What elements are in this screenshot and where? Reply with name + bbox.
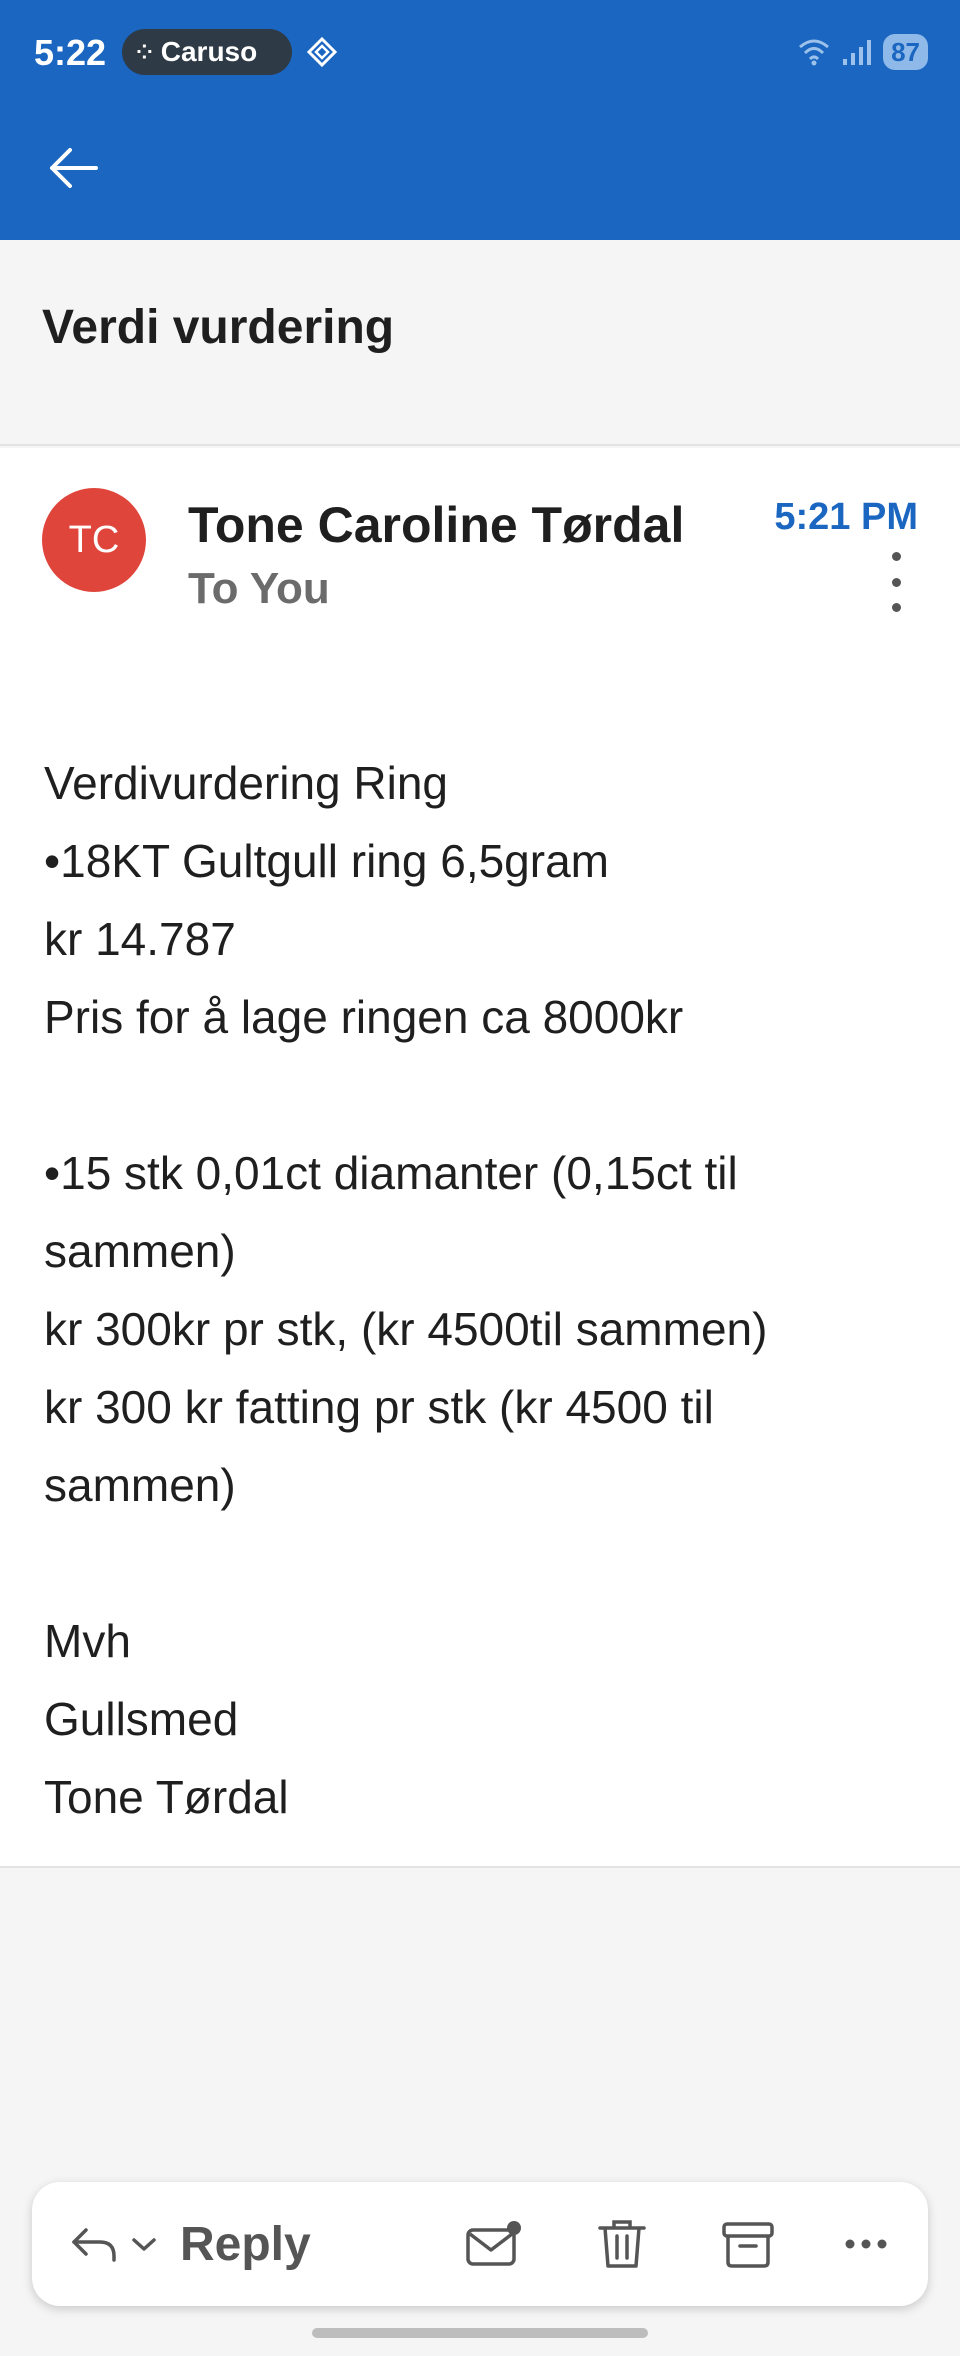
- sender-name[interactable]: Tone Caroline Tørdal: [188, 497, 685, 553]
- body-line: •15 stk 0,01ct diamanter (0,15ct til: [44, 1147, 738, 1199]
- recipient-label[interactable]: To You: [188, 564, 330, 613]
- reply-icon: [68, 2222, 120, 2266]
- body-line: kr 300kr pr stk, (kr 4500til sammen): [44, 1303, 768, 1355]
- body-line: Tone Tørdal: [44, 1771, 289, 1823]
- signal-icon: [841, 37, 873, 67]
- more-horizontal-icon: [842, 2236, 890, 2252]
- action-bar: [32, 2182, 928, 2306]
- chevron-down-icon[interactable]: [130, 2234, 158, 2254]
- reply-label: Reply: [180, 2217, 311, 2271]
- body-line: kr 300 kr fatting pr stk (kr 4500 til: [44, 1381, 714, 1433]
- sender-avatar[interactable]: TC: [42, 488, 146, 592]
- body-line: Verdivurdering Ring: [44, 757, 449, 809]
- body-line: [44, 1056, 924, 1134]
- message-body: [44, 744, 924, 1836]
- body-line: [44, 1524, 924, 1602]
- body-line: kr 14.787: [44, 913, 236, 965]
- tidal-icon: ⁘: [136, 41, 153, 64]
- archive-button[interactable]: [716, 2212, 780, 2276]
- mark-unread-button[interactable]: [462, 2212, 526, 2276]
- reply-button[interactable]: [68, 2182, 311, 2306]
- status-time: 5:22: [34, 32, 107, 73]
- trash-icon: [596, 2216, 648, 2272]
- delete-button[interactable]: [590, 2212, 654, 2276]
- email-message: [0, 448, 960, 1868]
- email-subject: Verdi vurdering: [42, 301, 395, 354]
- more-actions-button[interactable]: [834, 2212, 898, 2276]
- body-line: •18KT Gultgull ring 6,5gram: [44, 835, 609, 887]
- body-line: sammen): [44, 1225, 236, 1277]
- status-bar: [0, 0, 960, 104]
- now-playing-pill[interactable]: [122, 29, 292, 75]
- back-button[interactable]: [36, 130, 112, 206]
- body-line: Pris for å lage ringen ca 8000kr: [44, 991, 684, 1043]
- more-options-icon[interactable]: [884, 552, 908, 612]
- wifi-icon: [797, 37, 831, 67]
- subject-area: [0, 240, 960, 446]
- body-line: Gullsmed: [44, 1693, 239, 1745]
- battery-indicator: 87: [883, 34, 928, 70]
- mail-unread-icon: [464, 2218, 524, 2270]
- body-line: sammen): [44, 1459, 236, 1511]
- now-playing-label: Caruso: [160, 36, 258, 67]
- archive-icon: [720, 2218, 776, 2270]
- diamond-icon: [306, 36, 338, 68]
- body-line: Mvh: [44, 1615, 131, 1667]
- message-time: 5:21 PM: [774, 496, 918, 538]
- app-bar: [0, 0, 960, 240]
- status-icons: [797, 32, 928, 72]
- arrow-left-icon: [48, 146, 100, 190]
- home-indicator[interactable]: [312, 2328, 648, 2338]
